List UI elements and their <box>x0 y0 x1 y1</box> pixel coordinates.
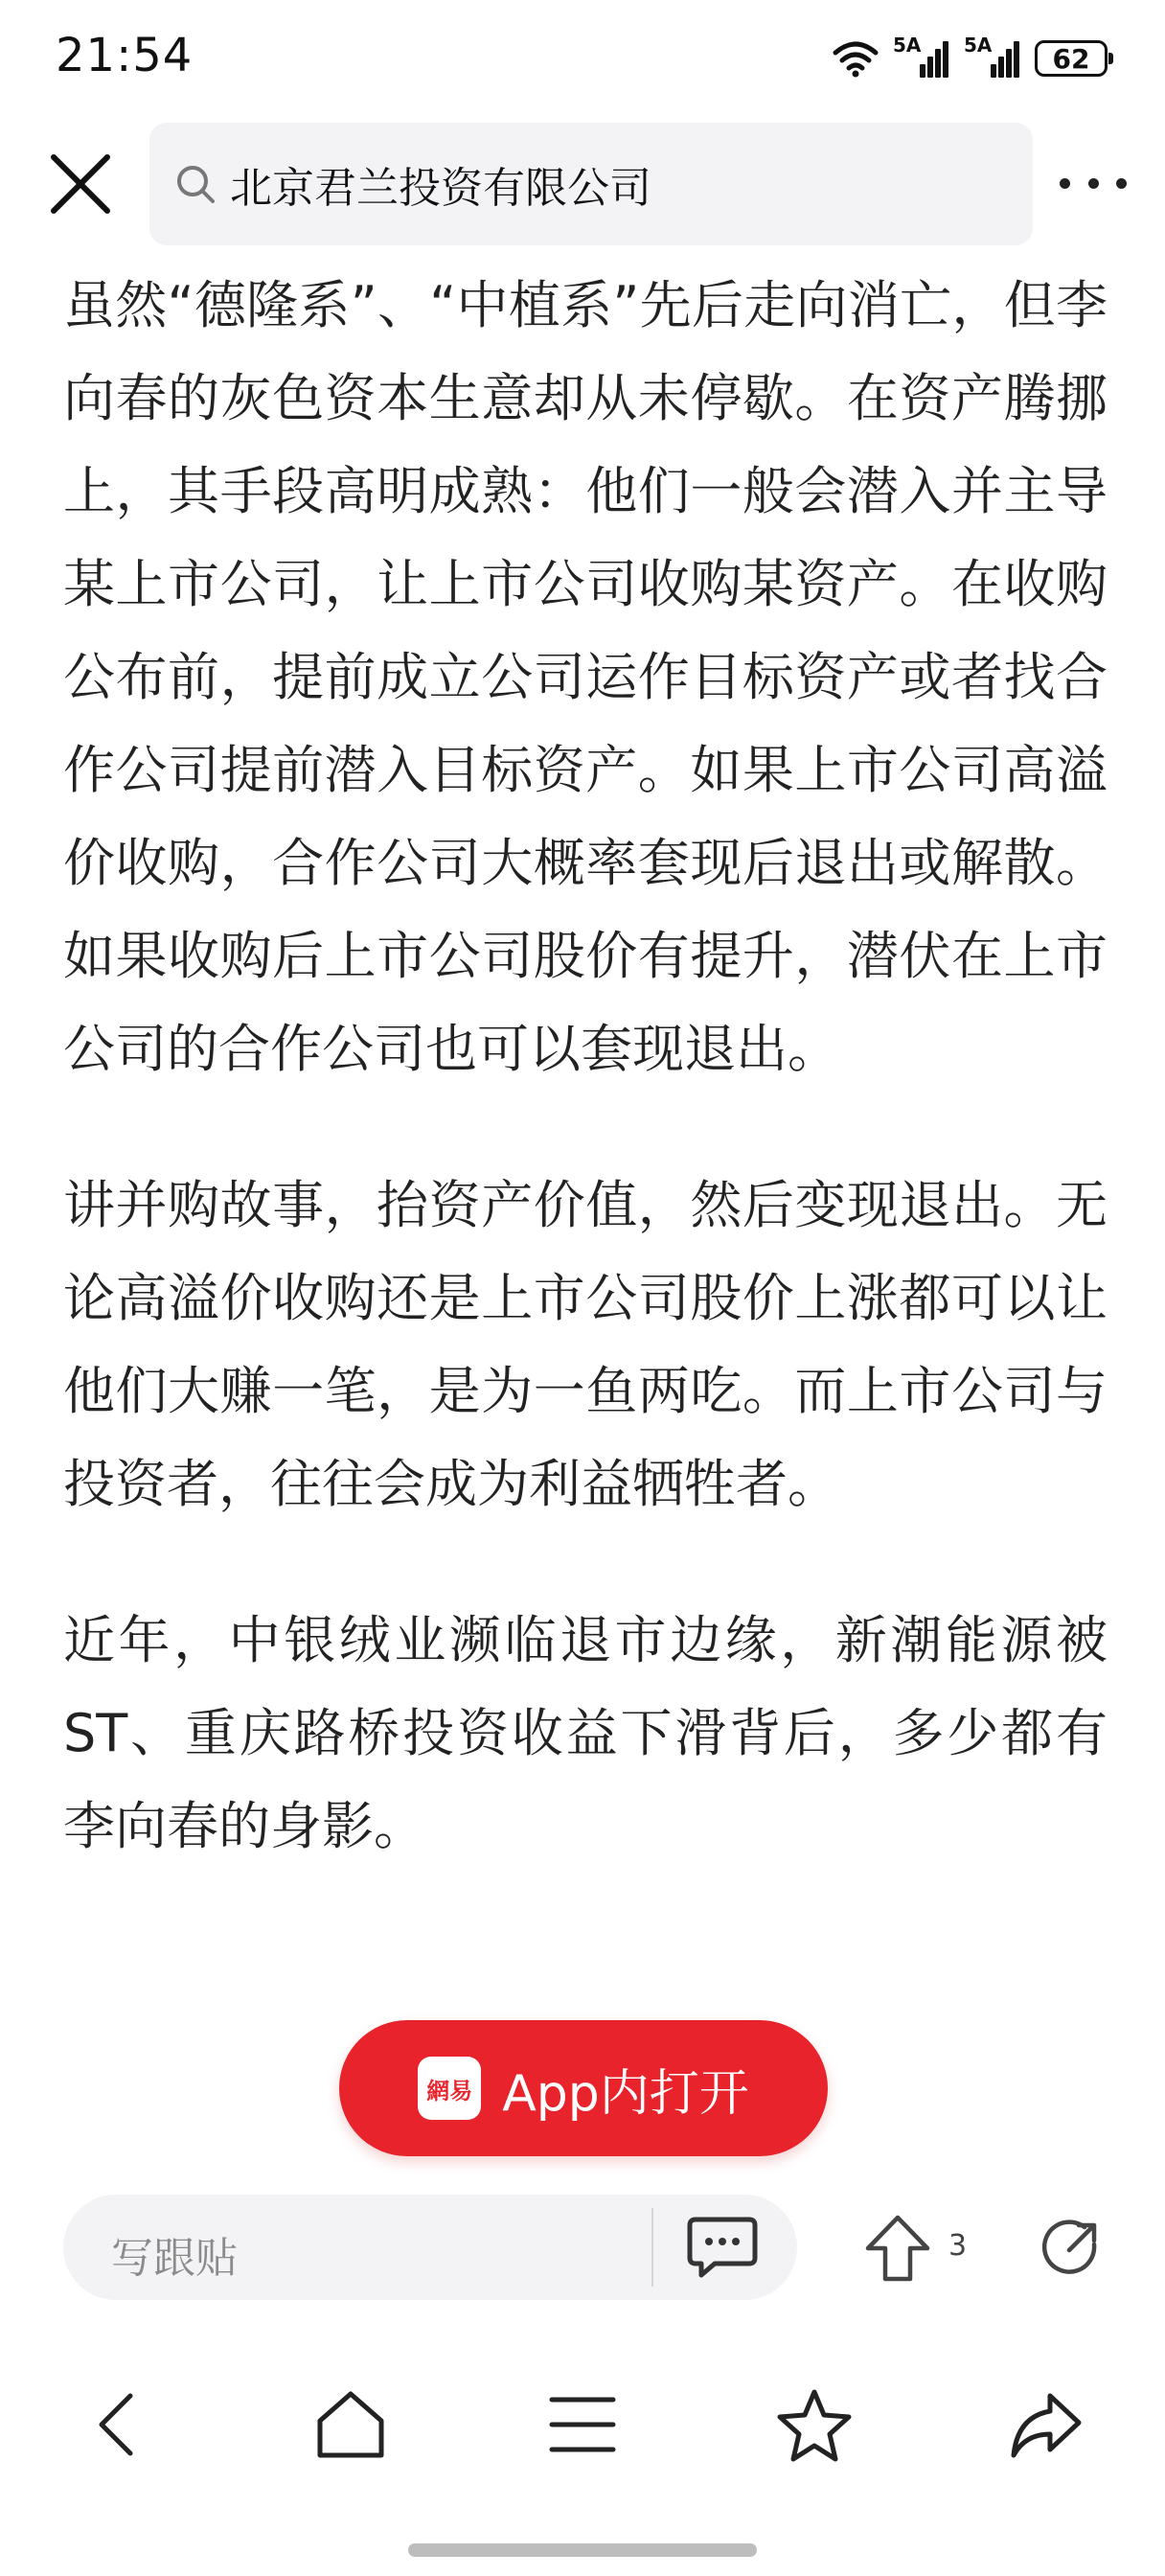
article-body <box>63 259 1108 2051</box>
forward-share-icon[interactable] <box>1008 2386 1085 2463</box>
search-input[interactable] <box>149 123 1033 245</box>
signal-2-label: 5A <box>964 34 993 57</box>
battery-level: 62 <box>1052 42 1090 75</box>
upvote-count: 3 <box>948 2229 968 2263</box>
article-paragraph: 讲并购故事，抬资产价值，然后变现退出。无论高溢价收购还是上市公司股价上涨都可以让他们大赚一笔，是为一鱼两吃。而上市公司与投资者，往往会成为利益牺牲者。 <box>63 1175 1108 1514</box>
battery-icon <box>1035 40 1108 77</box>
upvote-icon[interactable] <box>864 2214 931 2283</box>
back-icon[interactable] <box>80 2386 157 2463</box>
star-icon[interactable] <box>776 2386 853 2463</box>
home-indicator[interactable] <box>408 2543 757 2557</box>
home-icon[interactable] <box>312 2386 389 2463</box>
wifi-icon <box>832 39 879 78</box>
menu-icon[interactable] <box>544 2386 621 2463</box>
signal-2-icon <box>964 34 1021 78</box>
search-query: 北京君兰投资有限公司 <box>230 164 651 213</box>
search-icon <box>174 163 217 205</box>
netease-logo-icon <box>418 2057 481 2120</box>
signal-1-label: 5A <box>893 34 922 57</box>
comment-divider <box>651 2208 653 2287</box>
comment-icon[interactable] <box>686 2214 759 2281</box>
comment-placeholder: 写跟贴 <box>111 2234 238 2283</box>
close-icon[interactable] <box>48 151 113 217</box>
signal-1-icon <box>893 34 950 78</box>
more-options-icon[interactable] <box>1060 169 1127 197</box>
open-in-app-button[interactable] <box>339 2020 828 2156</box>
status-bar <box>0 0 1165 115</box>
share-icon[interactable] <box>1042 2220 1100 2277</box>
status-time: 21:54 <box>56 29 194 82</box>
article-paragraph: 虽然“德隆系”、“中植系”先后走向消亡，但李向春的灰色资本生意却从未停歇。在资产腾挪上，其手段高明成熟：他们一般会潜入并主导某上市公司，让上市公司收购某资产。在收购公布前，提前成立公司运作目标资产或者找合作公司提前潜入目标资产。如果上市公司高溢价收购，合作公司大概率套现后退出或解散。如果收购后上市公司股价有提升，潜伏在上市公司的合作公司也可以套现退出。 <box>63 275 1108 1079</box>
search-header <box>0 115 1165 254</box>
open-in-app-label: App内打开 <box>502 2064 749 2123</box>
app-logo-text: 網易 <box>426 2077 473 2104</box>
comment-bar <box>0 2185 1165 2310</box>
status-icons <box>832 34 1108 82</box>
browser-nav-bar <box>0 2358 1165 2482</box>
comment-input[interactable] <box>63 2195 797 2300</box>
article-paragraph: 近年，中银绒业濒临退市边缘，新潮能源被ST、重庆路桥投资收益下滑背后，多少都有李向春的身影。 <box>63 1610 1108 1856</box>
